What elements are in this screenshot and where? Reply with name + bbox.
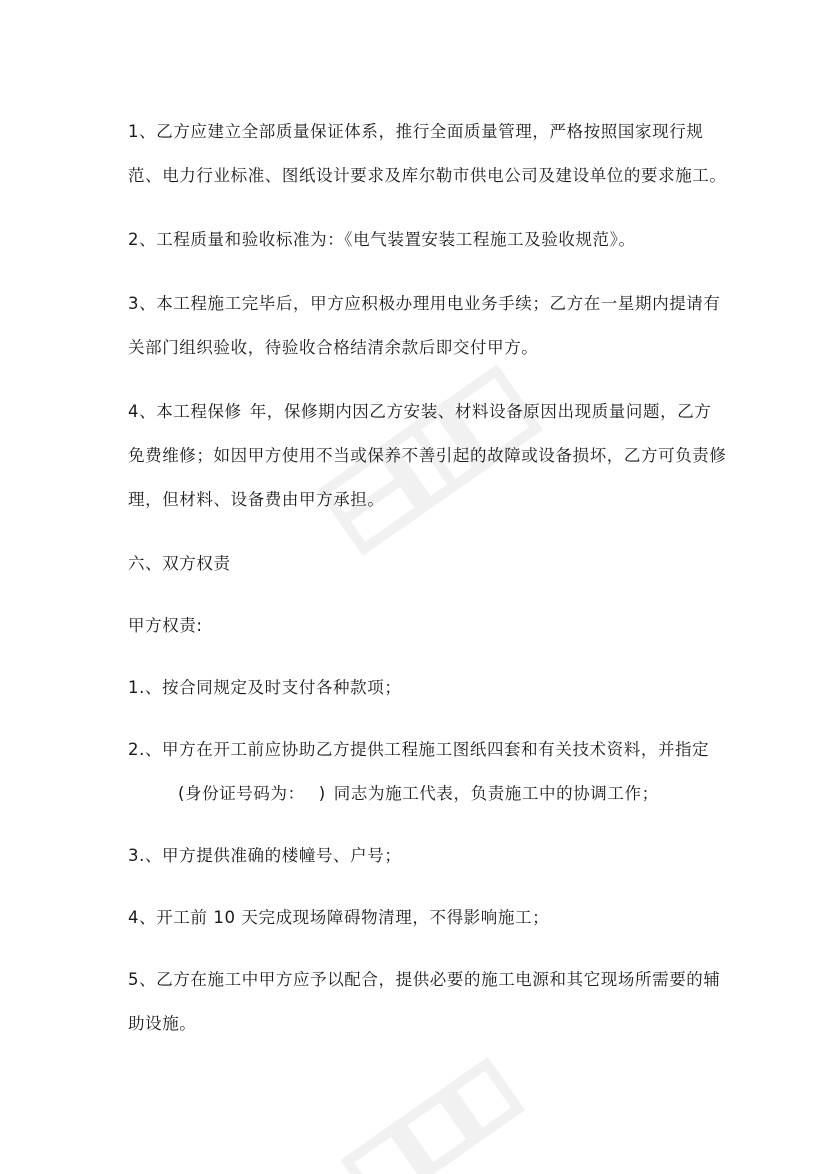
representative-text: 同志为施工代表，负责施工中的协调工作； [333, 784, 659, 803]
paragraph-acceptance-standard: 2、工程质量和验收标准为：《电气装置安装工程施工及验收规范》。 [128, 230, 636, 249]
paragraph-warranty [128, 390, 728, 522]
list-item-payment: 1.、按合同规定及时支付各种款项； [128, 678, 402, 697]
drawings-text: 2.、甲方在开工前应协助乙方提供工程施工图纸四套和有关技术资料，并指定 [128, 740, 710, 759]
section-heading-rights: 六、双方权责 [128, 554, 231, 573]
id-number-label: (身份证号码为： [178, 784, 305, 803]
list-item-building-number: 3.、甲方提供准确的楼幢号、户号； [128, 846, 402, 865]
list-item-drawings [128, 728, 728, 816]
list-item-site-support: 5、乙方在施工中甲方应予以配合，提供必要的施工电源和其它现场所需要的辅助设施。 [128, 970, 721, 1033]
list-item-site-clearing: 4、开工前 10 天完成现场障碍物清理，不得影响施工； [128, 908, 550, 927]
document-body [128, 110, 728, 1046]
paragraph-completion-handover: 3、本工程施工完毕后，甲方应积极办理用电业务手续；乙方在一星期内提请有关部门组织验收，待验收合格结清余款后即交付甲方。 [128, 294, 721, 357]
watermark-stamp-bottom-icon [330, 1040, 530, 1174]
paragraph-quality-assurance: 1、乙方应建立全部质量保证体系，推行全面质量管理，严格按照国家现行规范、电力行业标准、图纸设计要求及库尔勒市供电公司及建设单位的要求施工。 [128, 122, 727, 185]
warranty-rest: 年，保修期内因乙方安装、材料设备原因出现质量问题，乙方免费维修；如因甲方使用不当或保养不善引起的故障或设备损坏，乙方可负责修理，但材料、设备费由甲方承担。 [128, 402, 727, 509]
warranty-prefix: 4、本工程保修 [128, 402, 242, 421]
subheading-party-a-rights: 甲方权责: [128, 616, 203, 635]
id-number-close: ) [318, 784, 326, 803]
